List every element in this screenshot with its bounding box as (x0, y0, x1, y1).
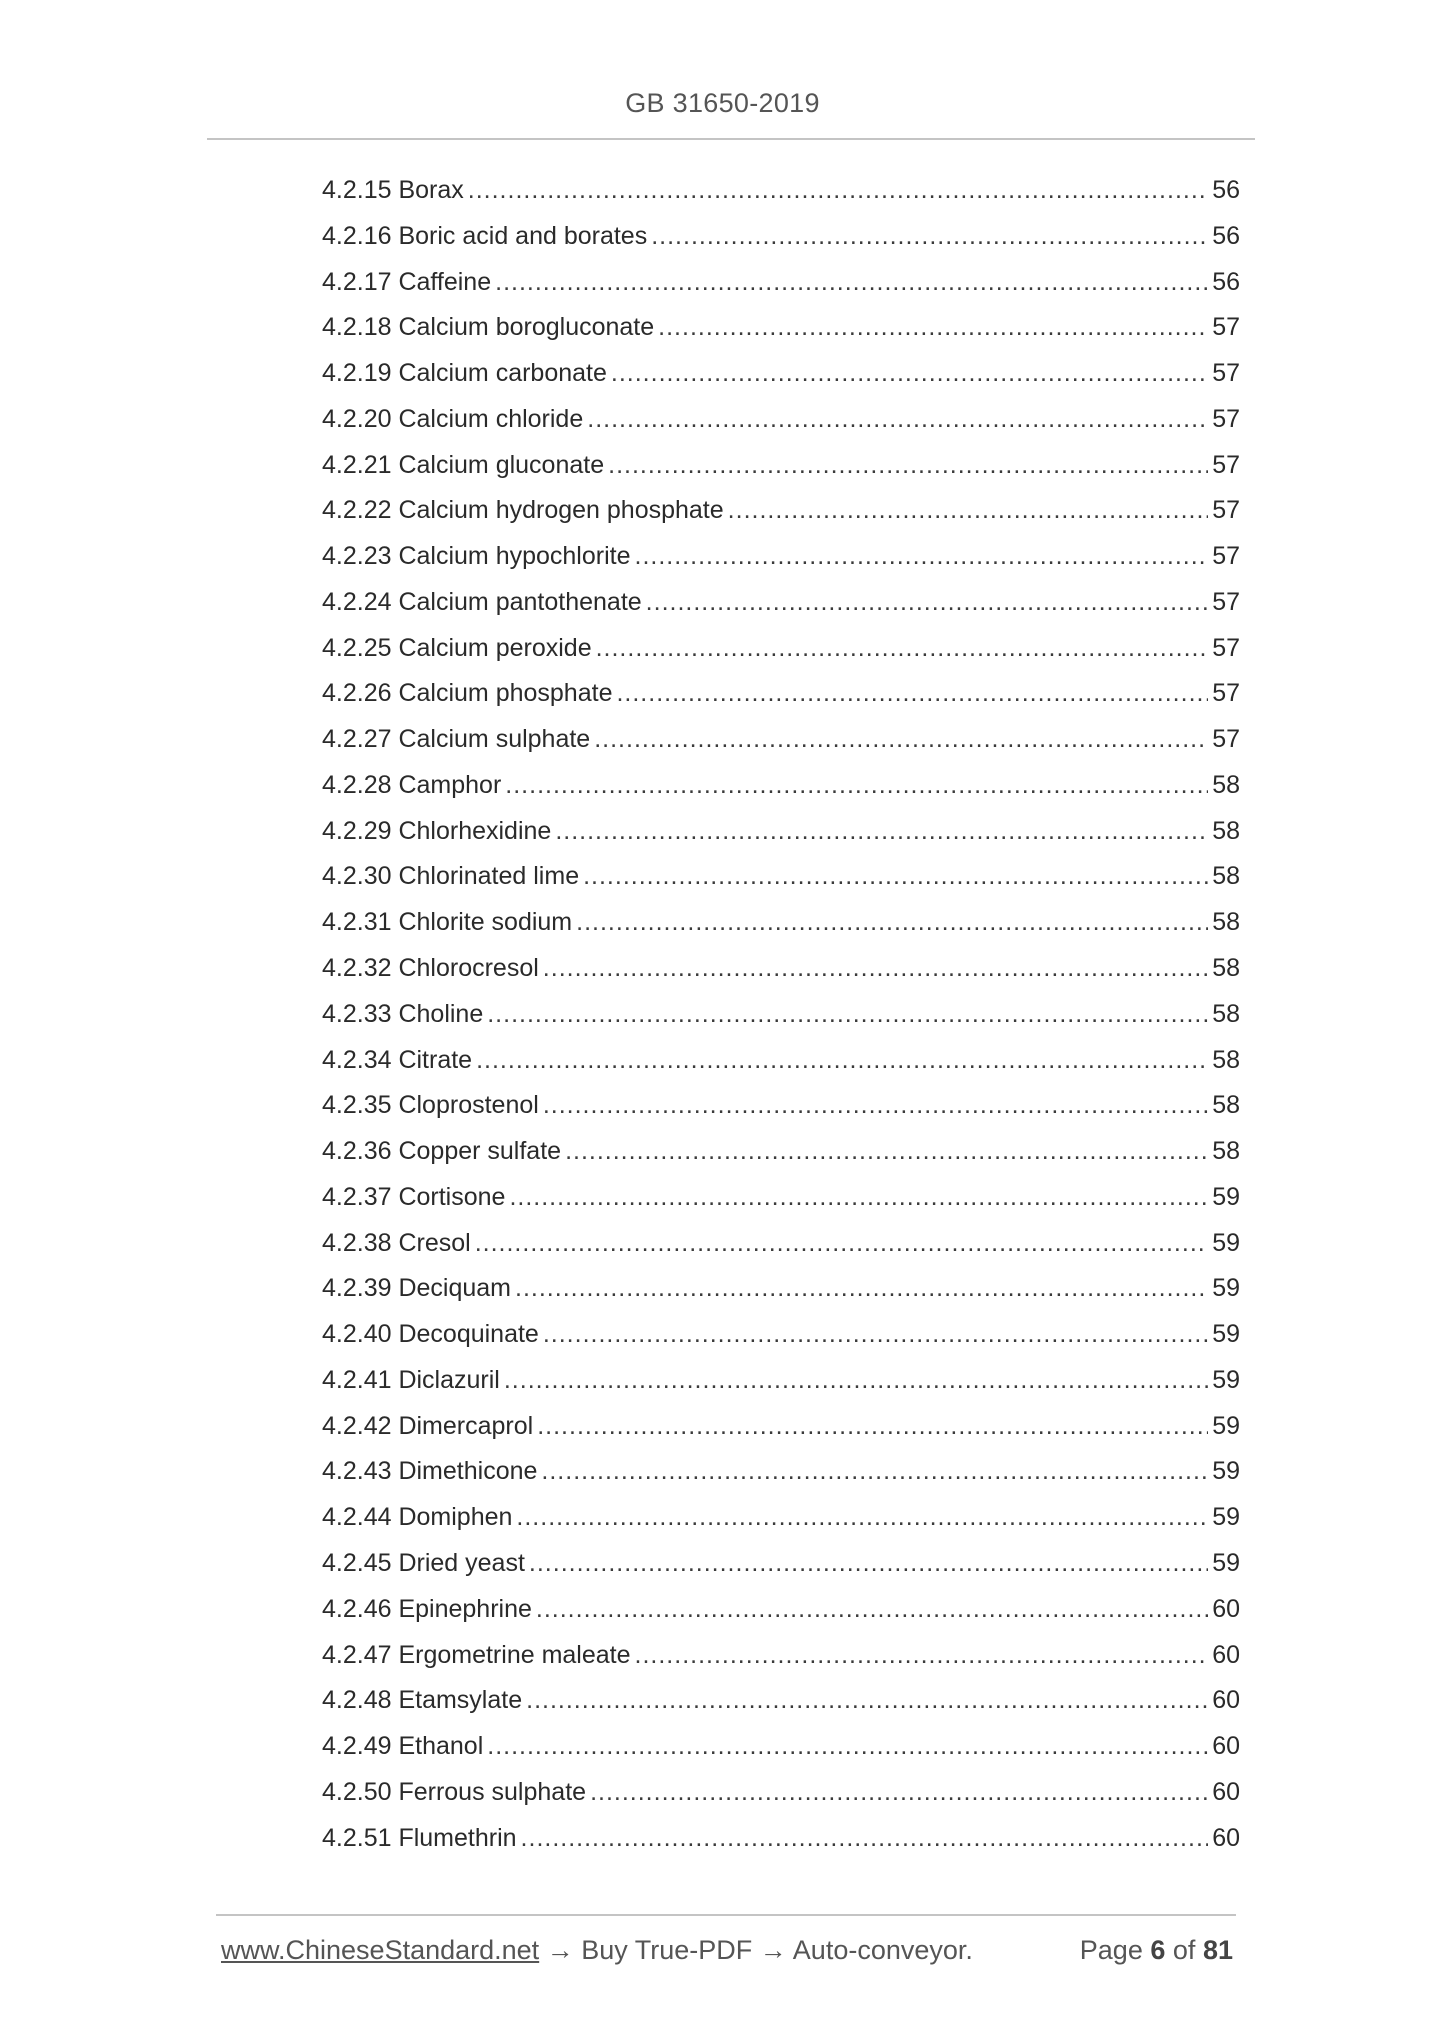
toc-entry-label: 4.2.19 Calcium carbonate (322, 359, 607, 388)
toc-entry-page: 59 (1212, 1411, 1240, 1440)
toc-entry-page: 57 (1212, 313, 1240, 342)
toc-entry-label: 4.2.21 Calcium gluconate (322, 450, 605, 479)
website-link[interactable]: www.ChineseStandard.net (221, 1935, 540, 1965)
toc-dot-leader (594, 717, 1208, 763)
toc-entry-page: 58 (1212, 770, 1240, 799)
toc-entry-page: 58 (1212, 999, 1240, 1028)
toc-entry-label: 4.2.35 Cloprostenol (322, 1091, 539, 1120)
toc-entry-label: 4.2.48 Etamsylate (322, 1686, 523, 1715)
toc-entry[interactable] (322, 214, 1240, 260)
toc-entry-page: 60 (1212, 1732, 1240, 1761)
toc-entry[interactable] (322, 1587, 1240, 1633)
toc-entry-label: 4.2.29 Chlorhexidine (322, 816, 552, 845)
page-footer (221, 1930, 1233, 1970)
toc-dot-leader (543, 1083, 1208, 1129)
toc-entry[interactable] (322, 717, 1240, 763)
toc-entry[interactable] (322, 1404, 1240, 1450)
toc-entry-page: 57 (1212, 404, 1240, 433)
toc-dot-leader (541, 1449, 1208, 1495)
toc-dot-leader (504, 1358, 1208, 1404)
toc-entry-label: 4.2.44 Domiphen (322, 1503, 513, 1532)
toc-dot-leader (536, 1587, 1208, 1633)
toc-entry[interactable] (322, 1312, 1240, 1358)
toc-entry-page: 58 (1212, 1091, 1240, 1120)
toc-dot-leader (616, 671, 1208, 717)
toc-dot-leader (476, 1038, 1208, 1084)
toc-entry[interactable] (322, 305, 1240, 351)
header-divider (207, 138, 1255, 140)
toc-entry-label: 4.2.26 Calcium phosphate (322, 679, 613, 708)
toc-entry[interactable] (322, 1770, 1240, 1816)
toc-entry[interactable] (322, 1358, 1240, 1404)
toc-entry-page: 59 (1212, 1457, 1240, 1486)
toc-entry[interactable] (322, 626, 1240, 672)
toc-entry-label: 4.2.33 Choline (322, 999, 484, 1028)
toc-entry-label: 4.2.36 Copper sulfate (322, 1137, 562, 1166)
toc-entry[interactable] (322, 1175, 1240, 1221)
toc-entry-page: 56 (1212, 221, 1240, 250)
toc-entry-label: 4.2.42 Dimercaprol (322, 1411, 534, 1440)
toc-entry[interactable] (322, 168, 1240, 214)
toc-entry-page: 59 (1212, 1365, 1240, 1394)
toc-entry[interactable] (322, 1221, 1240, 1267)
toc-dot-leader (651, 214, 1208, 260)
toc-entry-label: 4.2.31 Chlorite sodium (322, 908, 573, 937)
toc-entry-page: 57 (1212, 633, 1240, 662)
toc-entry-label: 4.2.46 Epinephrine (322, 1594, 532, 1623)
toc-entry[interactable] (322, 397, 1240, 443)
toc-entry-label: 4.2.50 Ferrous sulphate (322, 1777, 587, 1806)
toc-entry-label: 4.2.25 Calcium peroxide (322, 633, 592, 662)
toc-entry-page: 56 (1212, 267, 1240, 296)
toc-dot-leader (576, 900, 1208, 946)
toc-entry-label: 4.2.40 Decoquinate (322, 1320, 539, 1349)
page-current: 6 (1150, 1935, 1166, 1965)
toc-entry-label: 4.2.43 Dimethicone (322, 1457, 538, 1486)
toc-entry-page: 60 (1212, 1594, 1240, 1623)
toc-entry[interactable] (322, 534, 1240, 580)
toc-entry[interactable] (322, 1449, 1240, 1495)
toc-dot-leader (635, 1633, 1209, 1679)
toc-entry[interactable] (322, 488, 1240, 534)
toc-entry-page: 59 (1212, 1503, 1240, 1532)
toc-dot-leader (495, 260, 1208, 306)
toc-dot-leader (537, 1404, 1208, 1450)
toc-entry[interactable] (322, 809, 1240, 855)
toc-entry-label: 4.2.38 Cresol (322, 1228, 471, 1257)
toc-dot-leader (516, 1495, 1208, 1541)
toc-entry[interactable] (322, 1129, 1240, 1175)
toc-entry-page: 57 (1212, 359, 1240, 388)
toc-entry[interactable] (322, 763, 1240, 809)
toc-entry-label: 4.2.32 Chlorocresol (322, 954, 539, 983)
toc-entry-label: 4.2.47 Ergometrine maleate (322, 1640, 631, 1669)
toc-entry-label: 4.2.27 Calcium sulphate (322, 725, 591, 754)
toc-entry-page: 57 (1212, 496, 1240, 525)
toc-dot-leader (611, 351, 1208, 397)
toc-entry-page: 59 (1212, 1182, 1240, 1211)
toc-entry[interactable] (322, 854, 1240, 900)
toc-dot-leader (587, 397, 1208, 443)
toc-dot-leader (509, 1175, 1208, 1221)
arrow-right-icon: → (546, 1935, 574, 1965)
toc-entry[interactable] (322, 671, 1240, 717)
toc-entry-page: 58 (1212, 908, 1240, 937)
toc-entry-label: 4.2.39 Deciquam (322, 1274, 512, 1303)
toc-entry-label: 4.2.34 Citrate (322, 1045, 473, 1074)
toc-entry-page: 57 (1212, 679, 1240, 708)
page-of: of (1172, 1935, 1196, 1965)
arrow-right-icon: → (759, 1935, 787, 1965)
toc-entry[interactable] (322, 900, 1240, 946)
toc-dot-leader (658, 305, 1208, 351)
toc-dot-leader (505, 763, 1208, 809)
toc-entry[interactable] (322, 260, 1240, 306)
toc-dot-leader (608, 443, 1208, 489)
toc-dot-leader (590, 1770, 1208, 1816)
buy-true-pdf-text: Buy True-PDF (581, 1935, 753, 1965)
toc-entry-page: 58 (1212, 954, 1240, 983)
toc-entry[interactable] (322, 946, 1240, 992)
toc-dot-leader (526, 1678, 1208, 1724)
toc-dot-leader (646, 580, 1209, 626)
toc-dot-leader (543, 946, 1208, 992)
toc-dot-leader (635, 534, 1209, 580)
table-of-contents (322, 168, 1240, 1861)
footer-promo (221, 1930, 973, 1970)
toc-entry-page: 60 (1212, 1777, 1240, 1806)
toc-entry[interactable] (322, 1266, 1240, 1312)
toc-entry-label: 4.2.30 Chlorinated lime (322, 862, 580, 891)
toc-entry-label: 4.2.51 Flumethrin (322, 1823, 517, 1852)
toc-dot-leader (529, 1541, 1208, 1587)
toc-entry-page: 57 (1212, 542, 1240, 571)
toc-dot-leader (487, 992, 1208, 1038)
toc-dot-leader (487, 1724, 1208, 1770)
toc-dot-leader (583, 854, 1208, 900)
toc-entry-label: 4.2.45 Dried yeast (322, 1548, 525, 1577)
toc-entry-page: 60 (1212, 1686, 1240, 1715)
toc-entry[interactable] (322, 1633, 1240, 1679)
toc-entry[interactable] (322, 1541, 1240, 1587)
toc-entry-page: 58 (1212, 816, 1240, 845)
page-prefix: Page (1079, 1935, 1143, 1965)
toc-entry-page: 58 (1212, 1045, 1240, 1074)
page-total: 81 (1202, 1935, 1233, 1965)
toc-dot-leader (596, 626, 1209, 672)
toc-entry-page: 59 (1212, 1274, 1240, 1303)
toc-entry-label: 4.2.15 Borax (322, 176, 464, 204)
toc-entry-page: 56 (1212, 176, 1240, 204)
toc-entry[interactable] (322, 351, 1240, 397)
toc-entry-page: 58 (1212, 1137, 1240, 1166)
toc-entry[interactable] (322, 443, 1240, 489)
toc-entry-label: 4.2.49 Ethanol (322, 1732, 484, 1761)
toc-entry-label: 4.2.17 Caffeine (322, 267, 492, 296)
toc-entry-label: 4.2.28 Camphor (322, 770, 502, 799)
toc-entry-page: 59 (1212, 1548, 1240, 1577)
toc-entry-label: 4.2.41 Diclazuril (322, 1365, 500, 1394)
toc-dot-leader (468, 168, 1208, 214)
toc-entry-label: 4.2.23 Calcium hypochlorite (322, 542, 631, 571)
page-number (1080, 1930, 1233, 1970)
toc-dot-leader (515, 1266, 1208, 1312)
toc-entry[interactable] (322, 1816, 1240, 1862)
toc-dot-leader (521, 1816, 1209, 1862)
toc-entry[interactable] (322, 1495, 1240, 1541)
toc-entry-page: 60 (1212, 1823, 1240, 1852)
toc-entry-label: 4.2.20 Calcium chloride (322, 404, 584, 433)
toc-entry-label: 4.2.24 Calcium pantothenate (322, 587, 642, 616)
toc-entry-page: 59 (1212, 1320, 1240, 1349)
toc-dot-leader (728, 488, 1209, 534)
toc-entry[interactable] (322, 1678, 1240, 1724)
toc-entry-label: 4.2.16 Boric acid and borates (322, 221, 648, 250)
toc-entry-page: 58 (1212, 862, 1240, 891)
toc-dot-leader (475, 1221, 1208, 1267)
toc-entry[interactable] (322, 580, 1240, 626)
toc-entry-label: 4.2.18 Calcium borogluconate (322, 313, 655, 342)
toc-entry[interactable] (322, 992, 1240, 1038)
toc-entry[interactable] (322, 1724, 1240, 1770)
auto-conveyor-text: Auto-conveyor. (792, 1935, 973, 1965)
page-header-title: GB 31650-2019 (625, 88, 820, 118)
toc-entry-label: 4.2.37 Cortisone (322, 1182, 506, 1211)
toc-entry-page: 57 (1212, 450, 1240, 479)
toc-dot-leader (555, 809, 1208, 855)
toc-entry-page: 60 (1212, 1640, 1240, 1669)
toc-entry-page: 57 (1212, 587, 1240, 616)
toc-entry-label: 4.2.22 Calcium hydrogen phosphate (322, 496, 724, 525)
toc-entry[interactable] (322, 1083, 1240, 1129)
toc-dot-leader (543, 1312, 1208, 1358)
toc-dot-leader (565, 1129, 1208, 1175)
footer-divider (216, 1914, 1236, 1916)
toc-entry-page: 57 (1212, 725, 1240, 754)
toc-entry-page: 59 (1212, 1228, 1240, 1257)
toc-entry[interactable] (322, 1038, 1240, 1084)
